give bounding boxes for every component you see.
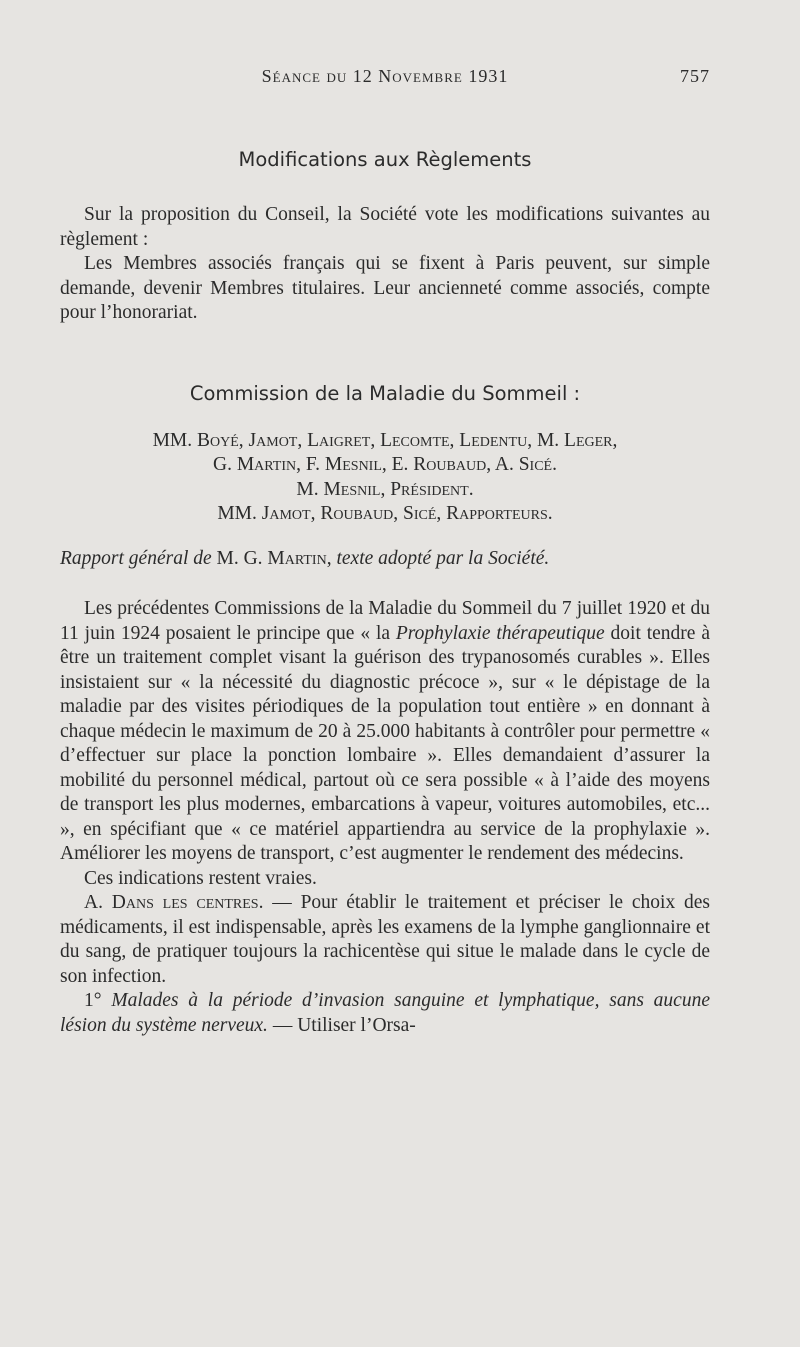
p3-text: — Pour établir le traitement et préciser le choix des médicaments, il est indispensable, après les examens de la lymphe ganglionnaire et du sang, de pratiquer toujours la rachicentèse qui situe le malade dans le cycle de son infection. [60, 892, 710, 987]
page-number: 757 [680, 66, 710, 86]
president-line: M. Mesnil, Président. [296, 478, 474, 500]
p4-italic: Malades à la période d’invasion sanguine et lymphatique, sans aucune lésion du système nerveux. [60, 990, 710, 1036]
report-adopted: texte adopté par la Société. [336, 547, 550, 569]
page-body [60, 148, 710, 1038]
rapporteurs-line: MM. Jamot, Roubaud, Sicé, Rapporteurs. [217, 503, 553, 524]
running-title: Séance du 12 Novembre 1931 [261, 66, 509, 86]
commission-members [60, 429, 710, 527]
paragraph-indications: Ces indications restent vraies. [84, 867, 317, 889]
section-heading-commission: Commission de la Maladie du Sommeil : [189, 381, 581, 405]
paragraph-membres-associes: Les Membres associés français qui se fixent à Paris peuvent, sur simple demande, devenir Membres titulaires. Leur ancienneté comme associés, compte pour l’honorariat. [60, 253, 710, 323]
paragraph-proposition: Sur la proposition du Conseil, la Société vote les modifications suivantes au règlement : [60, 204, 710, 250]
report-author: M. G. Martin, [216, 547, 332, 569]
p1-text-b: doit tendre à être un traitement complet visant la guérison des trypanosomés curables ». Elles insistaient sur « la nécessité du diagnostic précoce », sur « le dépistage de la maladie par des visites périodiques de la population tout entière » en donnant à chaque médecin le maximum de 20 à 25.000 habitants à contrôler pour permettre « d’effectuer sur place la ponction lombaire ». Elles demandaient d’assurer la mobilité du personnel médical, partout où ce sera possible « à l’aide des moyens de transport les plus modernes, embarcations à vapeur, voitures automobiles, etc... », en spécifiant que « ce matériel appartiendra au service de la prophylaxie ». Améliorer les moyens de transport, c’est augmenter le rendement des médecins. [60, 622, 710, 864]
section-heading-reglements: Modifications aux Règlements [238, 148, 532, 171]
members-line-2: G. Martin, F. Mesnil, E. Roubaud, A. Sicé. [213, 454, 557, 475]
p4-text: — Utiliser l’Orsa- [267, 1014, 416, 1036]
report-title [60, 547, 710, 572]
page-header [60, 66, 710, 96]
p4-number: 1° [84, 990, 102, 1011]
paragraph-centres [60, 891, 710, 989]
report-label: Rapport général de [60, 547, 212, 569]
paragraph-commissions [60, 597, 710, 867]
paragraph-malades [60, 989, 710, 1038]
p3-lead: A. Dans les centres. [84, 892, 264, 913]
members-line-1: MM. Boyé, Jamot, Laigret, Lecomte, Ledentu, M. Leger, [152, 429, 618, 451]
p1-text-a: Les précédentes Commissions de la Maladie du Sommeil du 7 juillet 1920 et du 11 juin 1924 posaient le principe que « la [60, 598, 710, 644]
p1-italic: Prophylaxie thérapeutique [395, 622, 605, 644]
